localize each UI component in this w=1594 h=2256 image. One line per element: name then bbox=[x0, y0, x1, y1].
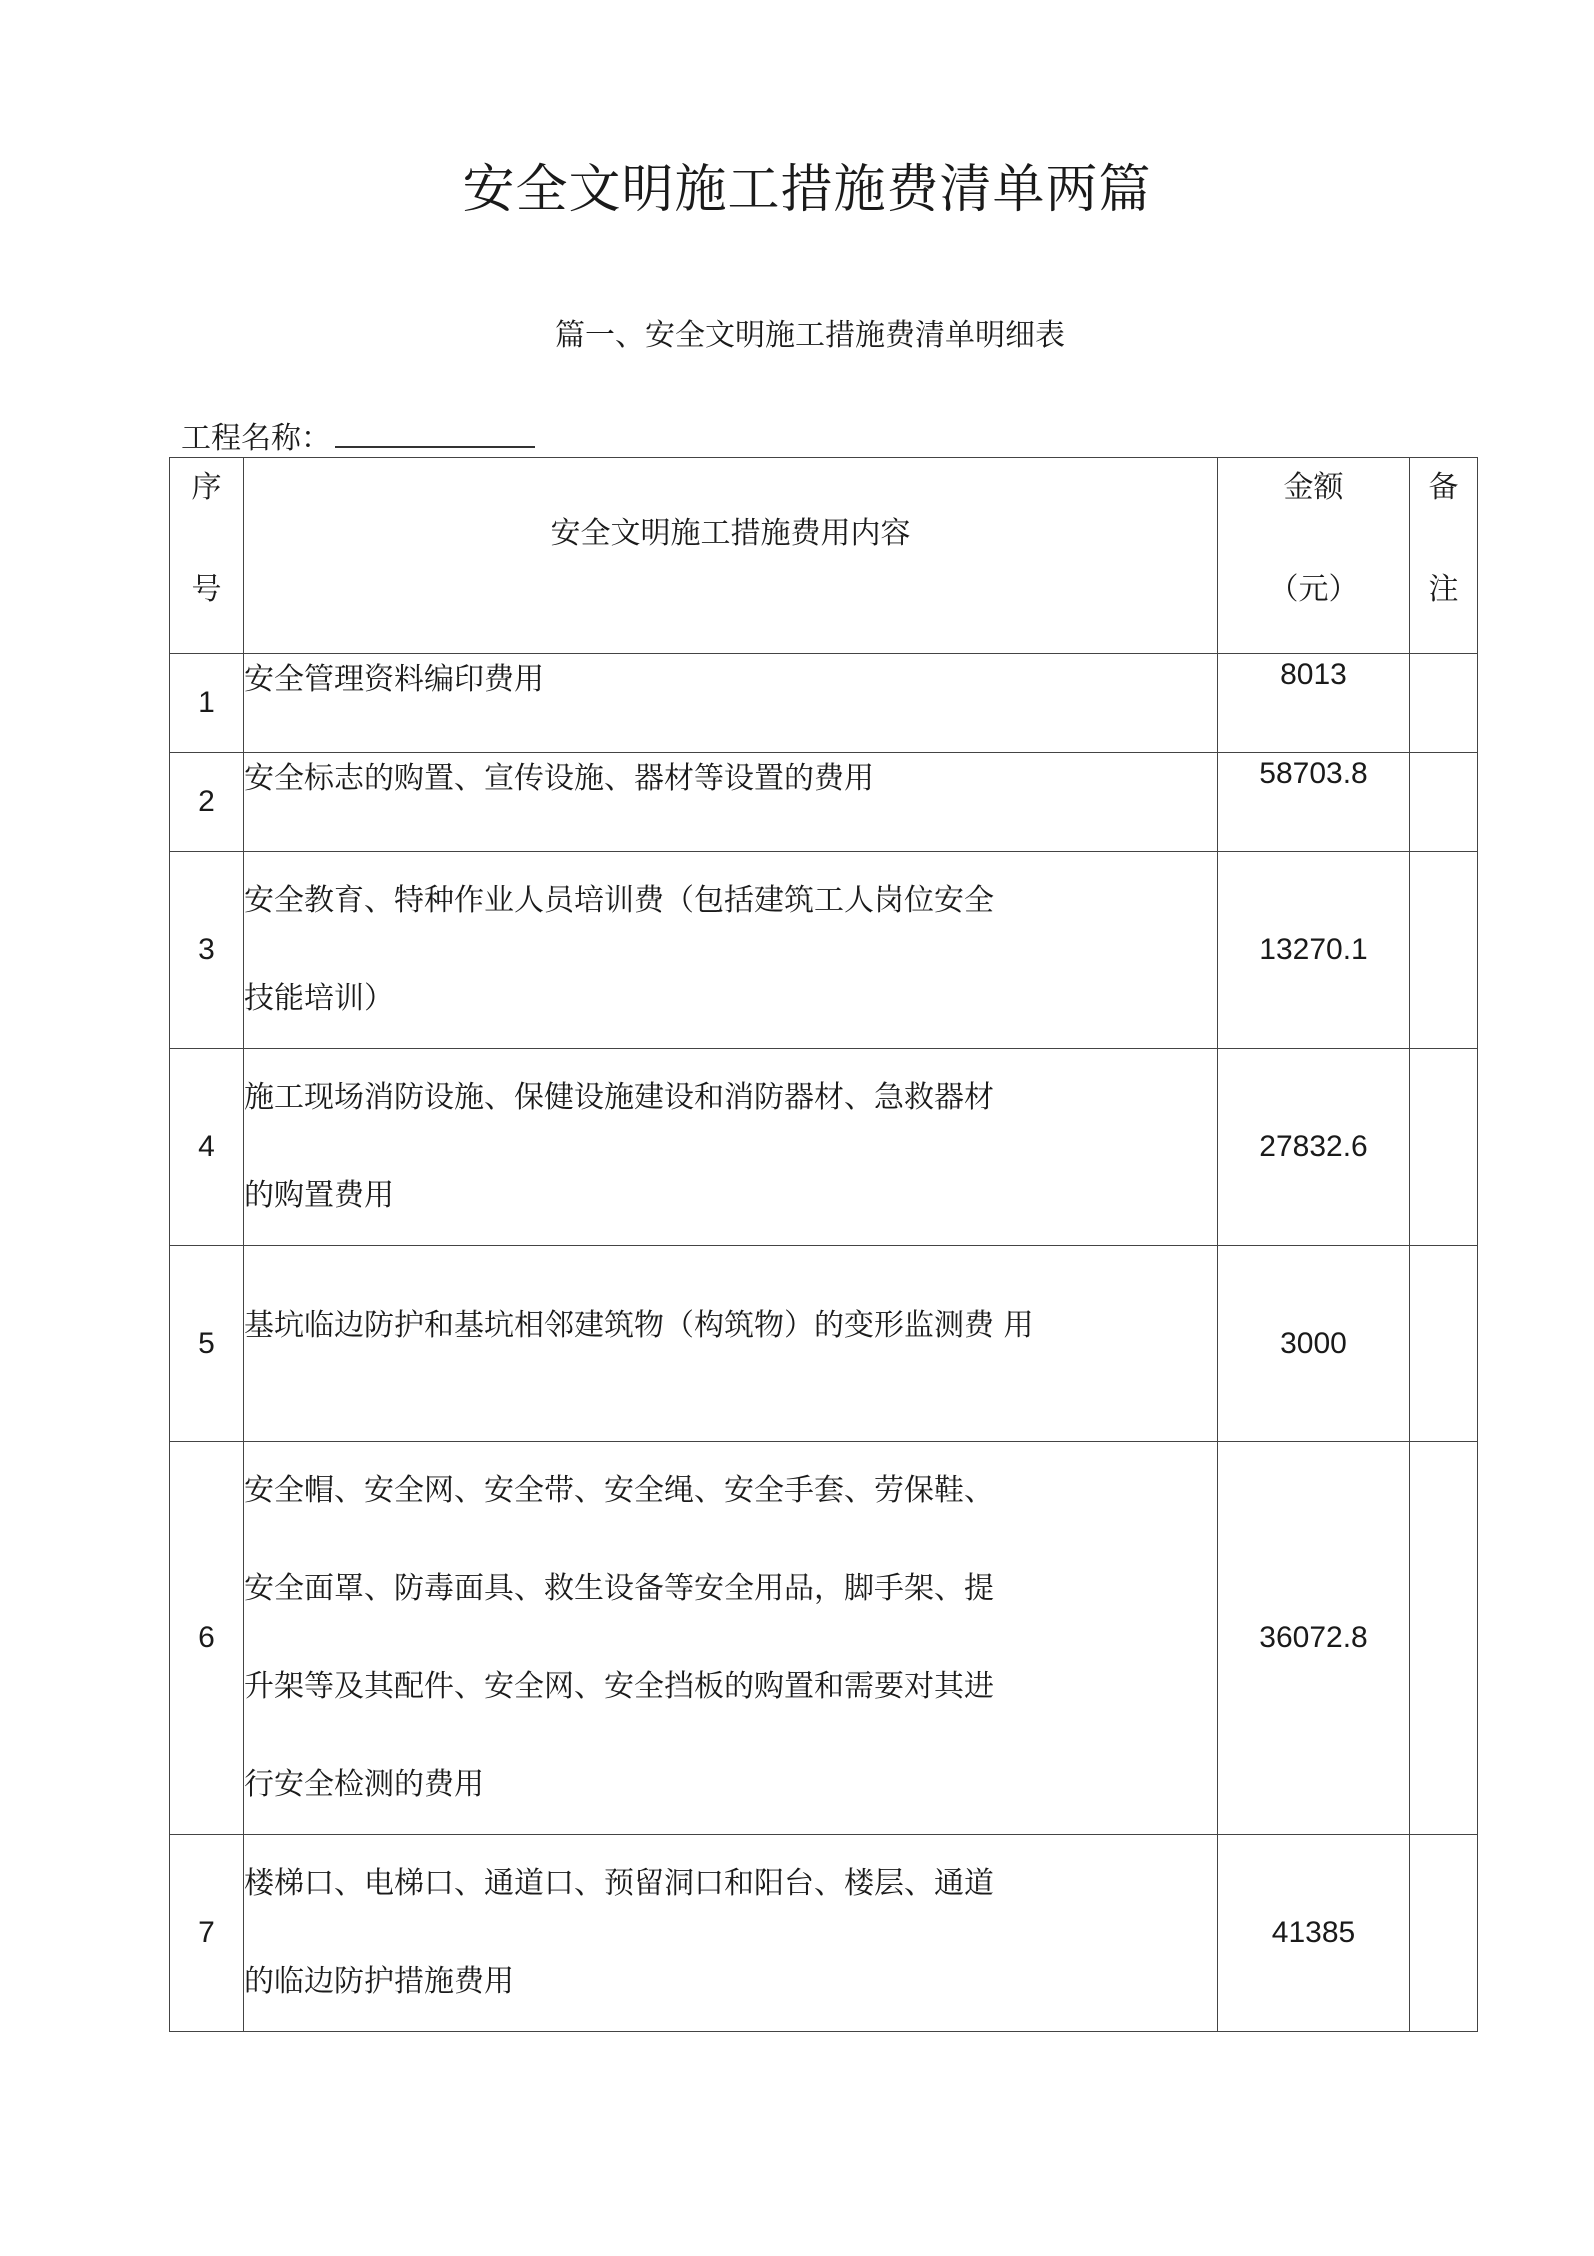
row-no: 2 bbox=[170, 753, 244, 852]
header-note-bottom: 注 bbox=[1428, 572, 1459, 607]
row-content bbox=[244, 654, 1218, 753]
header-no bbox=[170, 458, 244, 654]
row-content-line: 安全帽、安全网、安全带、安全绳、安全手套、劳保鞋、 bbox=[244, 1473, 994, 1508]
header-content: 安全文明施工措施费用内容 bbox=[244, 458, 1218, 654]
row-content-line: 安全标志的购置、宣传设施、器材等设置的费用 bbox=[244, 761, 874, 796]
row-amount: 58703.8 bbox=[1218, 753, 1410, 852]
row-no: 1 bbox=[170, 654, 244, 753]
row-content-line: 的购置费用 bbox=[244, 1178, 394, 1213]
row-no: 6 bbox=[170, 1442, 244, 1835]
row-amount: 41385 bbox=[1218, 1835, 1410, 2032]
table-row bbox=[170, 1442, 1478, 1835]
table-row bbox=[170, 753, 1478, 852]
header-note-top: 备 bbox=[1428, 470, 1459, 505]
row-content-line: 技能培训） bbox=[244, 981, 394, 1016]
row-content-line: 施工现场消防设施、保健设施建设和消防器材、急救器材 bbox=[244, 1080, 994, 1115]
row-note bbox=[1410, 654, 1478, 753]
row-note bbox=[1410, 852, 1478, 1049]
row-amount: 27832.6 bbox=[1218, 1049, 1410, 1246]
row-content-line: 的临边防护措施费用 bbox=[244, 1964, 514, 1999]
row-content bbox=[244, 1246, 1218, 1442]
header-amount bbox=[1218, 458, 1410, 654]
project-name-label: 工程名称： bbox=[181, 421, 331, 456]
section-title: 篇一、安全文明施工措施费清单明细表 bbox=[555, 318, 1065, 353]
row-amount: 3000 bbox=[1218, 1246, 1410, 1442]
header-no-bottom: 号 bbox=[191, 572, 222, 607]
row-content bbox=[244, 1835, 1218, 2032]
row-no: 5 bbox=[170, 1246, 244, 1442]
row-no: 7 bbox=[170, 1835, 244, 2032]
row-amount: 36072.8 bbox=[1218, 1442, 1410, 1835]
row-content bbox=[244, 1049, 1218, 1246]
table-row bbox=[170, 1049, 1478, 1246]
table-row bbox=[170, 852, 1478, 1049]
row-no: 4 bbox=[170, 1049, 244, 1246]
row-amount: 8013 bbox=[1218, 654, 1410, 753]
row-amount: 13270.1 bbox=[1218, 852, 1410, 1049]
row-note bbox=[1410, 1442, 1478, 1835]
row-content-line: 基坑临边防护和基坑相邻建筑物（构筑物）的变形监测费 用 bbox=[244, 1307, 1034, 1343]
table-header-row bbox=[170, 458, 1478, 654]
row-note bbox=[1410, 1246, 1478, 1442]
header-amount-top: 金额 bbox=[1283, 470, 1344, 505]
row-content-line: 安全管理资料编印费用 bbox=[244, 662, 544, 697]
project-name-line bbox=[181, 416, 535, 459]
header-no-top: 序 bbox=[191, 470, 222, 505]
row-note bbox=[1410, 1835, 1478, 2032]
table-row bbox=[170, 1246, 1478, 1442]
project-name-blank bbox=[335, 416, 535, 448]
row-content bbox=[244, 852, 1218, 1049]
table-row bbox=[170, 654, 1478, 753]
row-content bbox=[244, 1442, 1218, 1835]
fee-table bbox=[169, 457, 1478, 2032]
row-content-line: 安全教育、特种作业人员培训费（包括建筑工人岗位安全 bbox=[244, 883, 994, 918]
row-content bbox=[244, 753, 1218, 852]
document-title: 安全文明施工措施费清单两篇 bbox=[462, 160, 1152, 220]
row-no: 3 bbox=[170, 852, 244, 1049]
row-content-line: 升架等及其配件、安全网、安全挡板的购置和需要对其进 bbox=[244, 1669, 994, 1704]
row-note bbox=[1410, 1049, 1478, 1246]
row-content-line: 安全面罩、防毒面具、救生设备等安全用品，脚手架、提 bbox=[244, 1571, 994, 1606]
header-amount-bottom: （元） bbox=[1268, 572, 1359, 607]
header-note bbox=[1410, 458, 1478, 654]
row-note bbox=[1410, 753, 1478, 852]
row-content-line: 行安全检测的费用 bbox=[244, 1767, 484, 1802]
table-row bbox=[170, 1835, 1478, 2032]
row-content-line: 楼梯口、电梯口、通道口、预留洞口和阳台、楼层、通道 bbox=[244, 1866, 994, 1901]
